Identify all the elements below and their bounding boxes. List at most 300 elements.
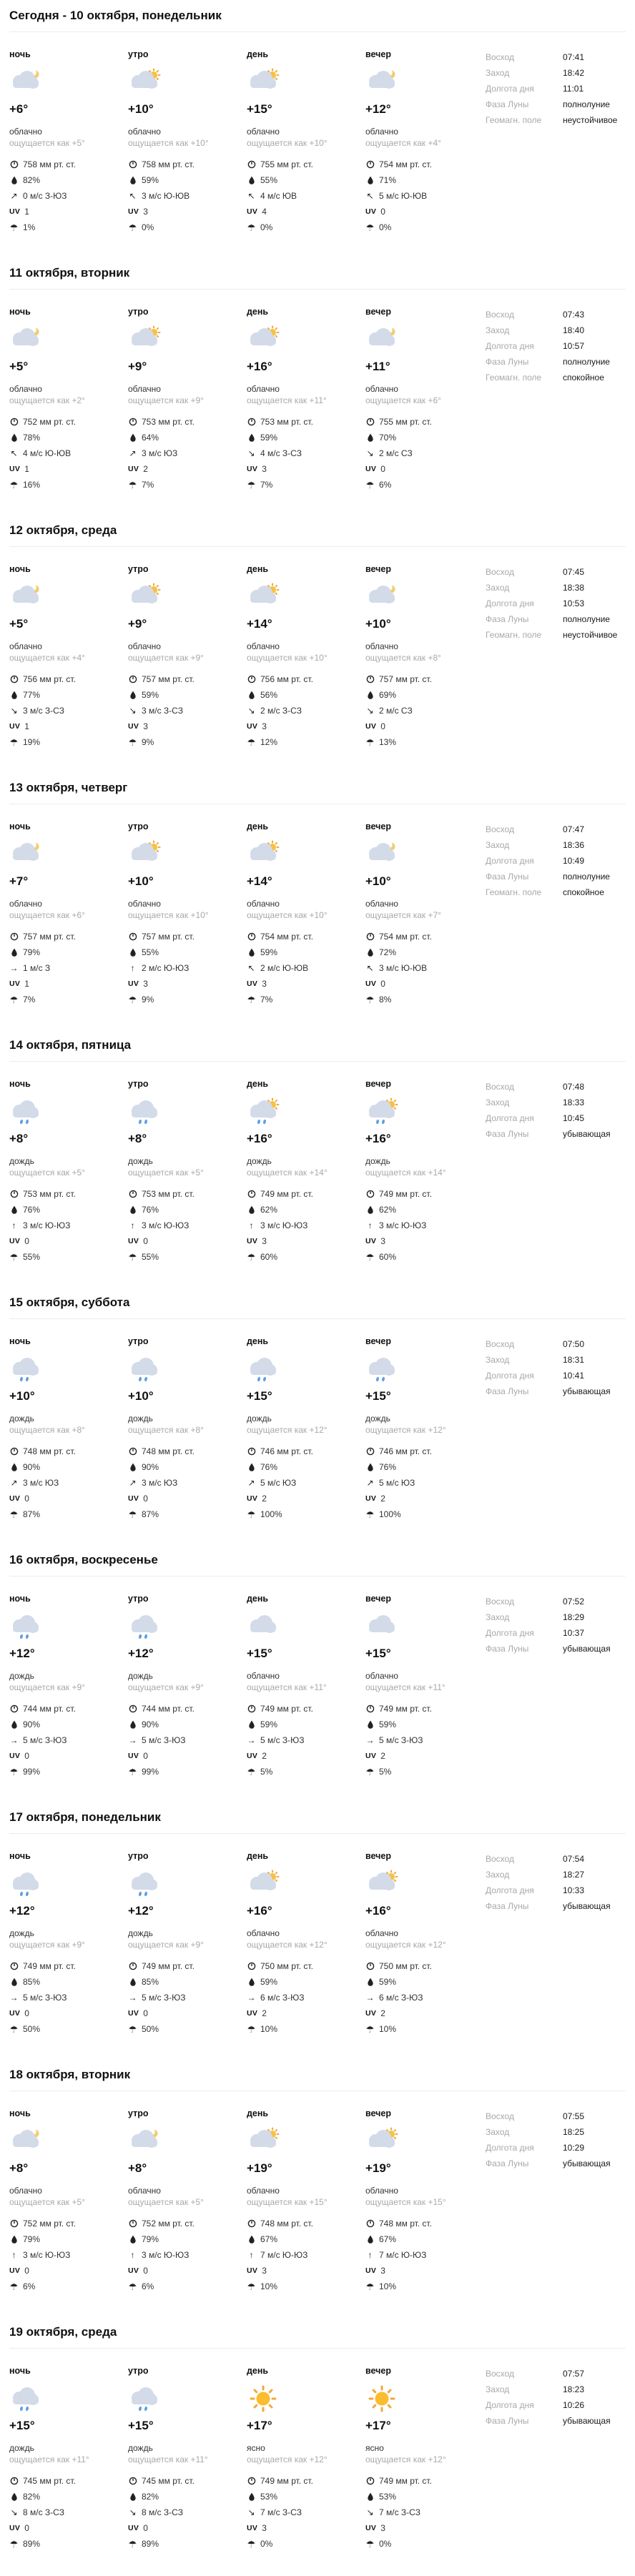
condition-text: облачно (247, 1928, 280, 1938)
wind-value: 3 м/с Ю-ЮЗ (260, 1220, 308, 1230)
wind-value: 5 м/с Ю-ЮВ (379, 191, 428, 201)
uv-index-icon: UV (128, 722, 139, 731)
humidity-row (128, 687, 247, 703)
uv-row (128, 204, 247, 219)
humidity-value: 67% (379, 2234, 397, 2244)
rain-icon (9, 2384, 128, 2414)
humidity-drop-icon (128, 176, 137, 184)
wind-value: 4 м/с ЮВ (260, 191, 297, 201)
astro-info (486, 1336, 626, 1522)
wind-row (128, 188, 247, 204)
wind-direction-icon: → (9, 963, 19, 973)
humidity-value: 67% (260, 2234, 278, 2244)
uv-index-icon: UV (9, 2266, 21, 2275)
forecast-slot (9, 1079, 128, 1265)
slot-label: вечер (365, 307, 392, 317)
cloud-moon-icon (9, 583, 128, 613)
condition-text: облачно (365, 1671, 398, 1681)
pressure-row (128, 929, 247, 944)
wind-row (365, 960, 484, 976)
feels-like-text: ощущается как +12° (365, 2454, 446, 2464)
pressure-value: 750 мм рт. ст. (379, 1961, 432, 1971)
uv-value: 2 (380, 1494, 385, 1504)
humidity-value: 76% (23, 1205, 41, 1215)
wind-row (365, 2247, 484, 2263)
wind-direction-icon: ↘ (366, 2507, 374, 2517)
condition-text: дождь (247, 1156, 272, 1166)
wind-direction-icon: ↑ (249, 1220, 254, 1230)
slot-label: вечер (365, 1594, 392, 1604)
astro-info-row (486, 2156, 626, 2171)
wind-row (128, 2505, 247, 2520)
umbrella-icon: ☂ (247, 736, 256, 748)
humidity-drop-icon (9, 176, 19, 184)
condition-text: дождь (128, 1671, 153, 1681)
wind-value: 8 м/с З-СЗ (23, 2507, 64, 2517)
pressure-row (365, 671, 484, 687)
astro-info-label: Фаза Луны (486, 1129, 529, 1139)
temperature: +12° (128, 1647, 154, 1660)
slot-label: день (247, 564, 269, 574)
astro-info-value: 10:37 (563, 1628, 585, 1638)
astro-info-row (486, 821, 626, 837)
precipitation-row (365, 2536, 484, 2552)
uv-value: 0 (380, 464, 385, 474)
precipitation-row (9, 477, 128, 493)
uv-value: 0 (380, 721, 385, 731)
uv-row (128, 1233, 247, 1249)
umbrella-icon: ☂ (247, 2023, 256, 2035)
astro-info-value: 10:57 (563, 341, 585, 351)
precipitation-row (365, 734, 484, 750)
humidity-value: 64% (142, 433, 159, 443)
feels-like-text: ощущается как +9° (128, 1940, 204, 1950)
humidity-value: 59% (260, 947, 278, 957)
pressure-gauge-icon (128, 932, 137, 941)
astro-info-label: Восход (486, 310, 514, 320)
feels-like-text: ощущается как +8° (9, 1425, 85, 1435)
humidity-drop-icon (365, 691, 375, 699)
precipitation-value: 1% (23, 222, 36, 232)
humidity-drop-icon (247, 176, 256, 184)
astro-info-row (486, 2124, 626, 2140)
astro-info-label: Геомагн. поле (486, 887, 542, 897)
slots-row (9, 821, 486, 1007)
condition-text: дождь (365, 1413, 390, 1423)
uv-index-icon: UV (365, 207, 377, 216)
pressure-value: 757 мм рт. ст. (23, 932, 76, 942)
umbrella-icon: ☂ (9, 479, 19, 490)
astro-info-value: 07:43 (563, 310, 585, 320)
humidity-row (128, 172, 247, 188)
pressure-value: 744 мм рт. ст. (142, 1704, 195, 1714)
pressure-row (128, 2473, 247, 2489)
humidity-value: 71% (379, 175, 397, 185)
cloud-sun-icon (128, 325, 247, 355)
humidity-row (365, 430, 484, 445)
uv-value: 0 (24, 2523, 29, 2533)
astro-info-row (486, 2140, 626, 2156)
uv-row (128, 1748, 247, 1764)
precipitation-row (247, 219, 365, 235)
uv-index-icon: UV (247, 979, 258, 988)
uv-value: 3 (262, 464, 267, 474)
astro-info-row (486, 2397, 626, 2413)
wind-row (128, 1732, 247, 1748)
humidity-value: 59% (260, 433, 278, 443)
uv-row (365, 1748, 484, 1764)
uv-value: 3 (262, 2523, 267, 2533)
astro-info-value: спокойное (563, 372, 604, 383)
humidity-drop-icon (365, 1205, 375, 1214)
humidity-row (247, 430, 365, 445)
pressure-row (247, 1958, 365, 1974)
wind-value: 2 м/с Ю-ЮЗ (142, 963, 189, 973)
wind-row (128, 1475, 247, 1491)
precipitation-row (247, 2279, 365, 2294)
slot-label: утро (128, 564, 149, 574)
forecast-slot (247, 1336, 365, 1522)
precipitation-row (128, 219, 247, 235)
astro-info-value: убывающая (563, 1644, 611, 1654)
day-block (0, 2316, 635, 2574)
astro-info-label: Фаза Луны (486, 2416, 529, 2426)
temperature: +12° (9, 1647, 35, 1660)
astro-info-label: Заход (486, 583, 510, 593)
pressure-value: 749 мм рт. ст. (379, 1704, 432, 1714)
precipitation-value: 8% (379, 995, 392, 1005)
humidity-drop-icon (365, 2235, 375, 2244)
uv-row (9, 1748, 128, 1764)
astro-info-label: Фаза Луны (486, 872, 529, 882)
forecast-slot (247, 1851, 365, 2037)
uv-index-icon: UV (9, 207, 21, 216)
astro-info-label: Заход (486, 1097, 510, 1107)
wind-direction-icon: ↑ (130, 963, 135, 973)
astro-info-label: Долгота дня (486, 1885, 534, 1895)
uv-value: 0 (24, 1494, 29, 1504)
slot-label: день (247, 2366, 269, 2376)
precipitation-row (128, 734, 247, 750)
wind-direction-icon: → (9, 1993, 19, 2003)
precipitation-row (128, 2021, 247, 2037)
precipitation-value: 10% (260, 2024, 278, 2034)
pressure-gauge-icon (247, 2477, 256, 2485)
wind-row (9, 703, 128, 719)
precipitation-row (128, 2536, 247, 2552)
astro-info-value: 18:36 (563, 840, 585, 850)
uv-row (365, 719, 484, 734)
slot-label: ночь (9, 1336, 31, 1346)
precipitation-row (247, 992, 365, 1007)
forecast-slot (247, 2366, 365, 2552)
wind-value: 5 м/с З-ЮЗ (260, 1735, 305, 1745)
slot-label: утро (128, 49, 149, 59)
precipitation-value: 12% (260, 737, 278, 747)
humidity-row (9, 2489, 128, 2505)
astro-info-value: 07:48 (563, 1082, 585, 1092)
astro-info-value: 18:25 (563, 2127, 585, 2137)
astro-info-row (486, 338, 626, 354)
wind-row (9, 445, 128, 461)
astro-info-label: Долгота дня (486, 1113, 534, 1123)
day-block (0, 1544, 635, 1802)
uv-row (9, 204, 128, 219)
humidity-row (365, 172, 484, 188)
day-title: Сегодня - 10 октября, понедельник (9, 9, 222, 22)
astro-info-value: 07:50 (563, 1339, 585, 1349)
precipitation-value: 0% (260, 222, 273, 232)
humidity-row (247, 172, 365, 188)
slot-label: утро (128, 821, 149, 831)
separator (9, 289, 626, 290)
pressure-gauge-icon (9, 1447, 19, 1456)
humidity-row (247, 1717, 365, 1732)
slot-label: день (247, 1336, 269, 1346)
day-title: 13 октября, четверг (9, 781, 128, 794)
wind-value: 6 м/с З-ЮЗ (379, 1993, 423, 2003)
wind-row (247, 2247, 365, 2263)
temperature: +15° (128, 2419, 154, 2432)
uv-index-icon: UV (128, 2524, 139, 2532)
forecast-slot (9, 307, 128, 493)
condition-text: облачно (128, 384, 161, 394)
uv-index-icon: UV (9, 979, 21, 988)
humidity-value: 59% (260, 1977, 278, 1987)
uv-row (365, 461, 484, 477)
temperature: +10° (128, 102, 154, 116)
astro-info-value: 11:01 (563, 84, 584, 94)
pressure-gauge-icon (247, 675, 256, 684)
condition-text: облачно (365, 641, 398, 651)
wind-direction-icon: ↑ (249, 2250, 254, 2260)
uv-index-icon: UV (365, 1237, 377, 1245)
forecast-slot (247, 564, 365, 750)
humidity-value: 53% (379, 2492, 397, 2502)
humidity-row (365, 1974, 484, 1990)
temperature: +10° (9, 1389, 35, 1403)
pressure-gauge-icon (9, 1704, 19, 1713)
astro-info-value: 18:27 (563, 1870, 585, 1880)
wind-row (9, 960, 128, 976)
humidity-drop-icon (247, 1205, 256, 1214)
pressure-value: 753 мм рт. ст. (142, 417, 195, 427)
humidity-row (9, 172, 128, 188)
astro-info-row (486, 580, 626, 596)
day-block (0, 0, 635, 257)
humidity-value: 59% (379, 1977, 397, 1987)
pressure-gauge-icon (365, 2219, 375, 2228)
rain-icon (9, 1097, 128, 1127)
pressure-value: 748 мм рт. ст. (379, 2219, 432, 2229)
pressure-row (128, 157, 247, 172)
condition-text: облачно (128, 899, 161, 909)
uv-index-icon: UV (247, 2009, 258, 2018)
wind-value: 7 м/с Ю-ЮЗ (260, 2250, 308, 2260)
day-body (9, 1336, 626, 1522)
astro-info-row (486, 1641, 626, 1657)
astro-info-row (486, 1594, 626, 1609)
astro-info-row (486, 322, 626, 338)
humidity-drop-icon (9, 691, 19, 699)
pressure-value: 752 мм рт. ст. (142, 2219, 195, 2229)
wind-row (128, 1990, 247, 2005)
cloud-sun-icon (128, 840, 247, 870)
precipitation-row (128, 992, 247, 1007)
slot-label: утро (128, 1594, 149, 1604)
pressure-value: 748 мм рт. ст. (260, 2219, 313, 2229)
pressure-row (365, 1444, 484, 1459)
umbrella-icon: ☂ (247, 1509, 256, 1520)
wind-direction-icon: ↑ (368, 2250, 373, 2260)
precipitation-row (9, 734, 128, 750)
pressure-value: 753 мм рт. ст. (260, 417, 313, 427)
day-title: 18 октября, вторник (9, 2068, 131, 2081)
temperature: +9° (128, 617, 147, 631)
feels-like-text: ощущается как +14° (365, 1168, 446, 1178)
astro-info-label: Долгота дня (486, 1628, 534, 1638)
humidity-row (247, 687, 365, 703)
wind-value: 5 м/с З-ЮЗ (142, 1993, 186, 2003)
wind-direction-icon: ↘ (10, 706, 18, 716)
uv-value: 0 (24, 2008, 29, 2018)
pressure-row (365, 1701, 484, 1717)
forecast-slot (9, 564, 128, 750)
umbrella-icon: ☂ (128, 479, 137, 490)
astro-info-row (486, 2413, 626, 2429)
rain-icon (365, 1355, 484, 1385)
pressure-value: 757 мм рт. ст. (142, 674, 195, 684)
astro-info-label: Фаза Луны (486, 614, 529, 624)
humidity-row (128, 1717, 247, 1732)
pressure-value: 748 мм рт. ст. (23, 1446, 76, 1456)
uv-value: 3 (143, 721, 148, 731)
wind-direction-icon: ↖ (10, 448, 18, 458)
precipitation-value: 5% (379, 1767, 392, 1777)
humidity-value: 85% (23, 1977, 41, 1987)
wind-value: 0 м/с З-ЮЗ (23, 191, 67, 201)
wind-row (9, 1475, 128, 1491)
uv-value: 0 (380, 207, 385, 217)
umbrella-icon: ☂ (128, 222, 137, 233)
uv-value: 2 (262, 2008, 267, 2018)
astro-info-value: 10:53 (563, 598, 585, 608)
precipitation-value: 0% (379, 2539, 392, 2549)
umbrella-icon: ☂ (365, 479, 375, 490)
astro-info-row (486, 1609, 626, 1625)
forecast-slot (128, 307, 247, 493)
pressure-gauge-icon (365, 418, 375, 426)
umbrella-icon: ☂ (9, 1251, 19, 1263)
feels-like-text: ощущается как +12° (247, 1940, 328, 1950)
uv-index-icon: UV (9, 722, 21, 731)
astro-info-row (486, 354, 626, 370)
slot-label: вечер (365, 564, 392, 574)
astro-info-row (486, 1851, 626, 1867)
astro-info (486, 1079, 626, 1265)
wind-value: 3 м/с ЮЗ (142, 1478, 178, 1488)
uv-value: 2 (262, 1494, 267, 1504)
astro-info-row (486, 1625, 626, 1641)
uv-index-icon: UV (365, 2524, 377, 2532)
humidity-value: 59% (260, 1719, 278, 1729)
umbrella-icon: ☂ (9, 1509, 19, 1520)
day-body (9, 307, 626, 493)
humidity-drop-icon (365, 1463, 375, 1471)
temperature: +16° (247, 1132, 272, 1145)
uv-value: 0 (143, 1236, 148, 1246)
day-body (9, 1079, 626, 1265)
wind-row (247, 960, 365, 976)
temperature: +6° (9, 102, 29, 116)
feels-like-text: ощущается как +2° (9, 395, 85, 405)
humidity-value: 79% (23, 947, 41, 957)
humidity-drop-icon (247, 691, 256, 699)
humidity-drop-icon (128, 1205, 137, 1214)
forecast-slot (365, 307, 484, 493)
humidity-value: 76% (142, 1205, 159, 1215)
wind-value: 5 м/с ЮЗ (379, 1478, 415, 1488)
uv-row (247, 2263, 365, 2279)
forecast-slot (247, 821, 365, 1007)
pressure-gauge-icon (247, 418, 256, 426)
wind-direction-icon: → (128, 1735, 137, 1745)
uv-value: 0 (143, 1751, 148, 1761)
temperature: +16° (247, 1904, 272, 1918)
humidity-drop-icon (9, 2492, 19, 2501)
umbrella-icon: ☂ (247, 1766, 256, 1777)
forecast-slot (247, 307, 365, 493)
astro-info-label: Восход (486, 1597, 514, 1607)
wind-value: 4 м/с З-СЗ (260, 448, 302, 458)
cloud-sun-icon (247, 840, 365, 870)
humidity-row (128, 1202, 247, 1218)
astro-info-value: полнолуние (563, 872, 610, 882)
uv-row (9, 1233, 128, 1249)
astro-info-label: Фаза Луны (486, 1644, 529, 1654)
temperature: +16° (247, 360, 272, 373)
precipitation-value: 10% (379, 2281, 397, 2291)
umbrella-icon: ☂ (365, 1766, 375, 1777)
slot-label: утро (128, 1336, 149, 1346)
slot-label: ночь (9, 821, 31, 831)
slot-label: день (247, 307, 269, 317)
uv-index-icon: UV (365, 465, 377, 473)
precipitation-row (128, 1249, 247, 1265)
astro-info-row (486, 1368, 626, 1383)
cloud-sun-icon (247, 68, 365, 98)
astro-info-value: 10:26 (563, 2400, 585, 2410)
uv-index-icon: UV (128, 979, 139, 988)
slot-label: ночь (9, 49, 31, 59)
precipitation-value: 10% (260, 2281, 278, 2291)
umbrella-icon: ☂ (365, 2538, 375, 2550)
humidity-drop-icon (365, 176, 375, 184)
humidity-row (9, 1974, 128, 1990)
pressure-gauge-icon (247, 1190, 256, 1198)
uv-index-icon: UV (247, 722, 258, 731)
forecast-slot (128, 821, 247, 1007)
precipitation-row (128, 1506, 247, 1522)
slot-label: утро (128, 307, 149, 317)
condition-text: дождь (128, 1413, 153, 1423)
cloud-moon-icon (365, 68, 484, 98)
humidity-drop-icon (247, 2492, 256, 2501)
pressure-value: 756 мм рт. ст. (23, 674, 76, 684)
pressure-gauge-icon (247, 2219, 256, 2228)
condition-text: ясно (365, 2443, 384, 2453)
humidity-drop-icon (128, 1720, 137, 1729)
